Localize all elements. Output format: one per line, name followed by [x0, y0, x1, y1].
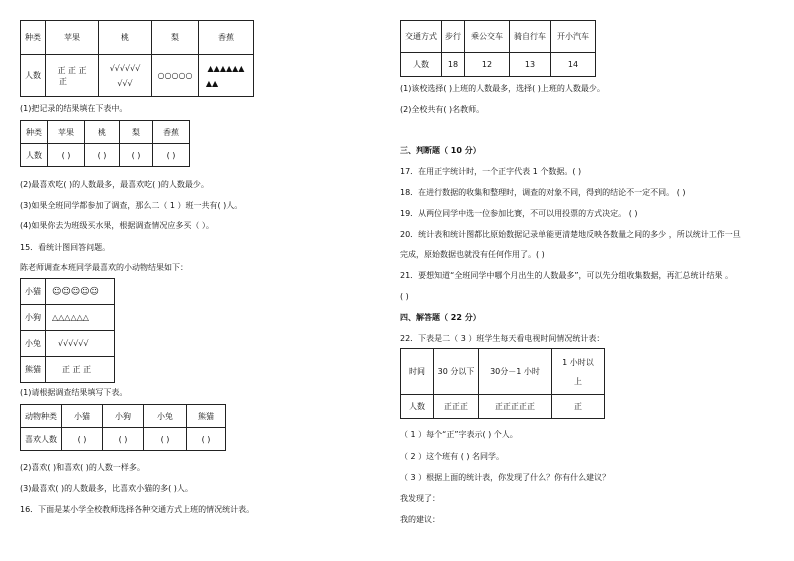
table-cell: 18 — [442, 53, 465, 77]
table-header-cell: 种类 — [21, 21, 46, 55]
row-label: 人数 — [401, 53, 442, 77]
banana-marks-line: ▲▲▲▲▲▲ — [207, 63, 245, 73]
table-cell: 14 — [551, 53, 596, 77]
apple-tally-line: 正 — [59, 76, 67, 86]
q15-part3: (3)最喜欢( )的人数最多，比喜欢小猫的多( )人。 — [20, 484, 193, 493]
q17: 17．在用正字统计时，一个正字代表 1 个数据。( ) — [400, 167, 582, 176]
table-header-cell: 步行 — [442, 21, 465, 53]
table-header-cell: 骑自行车 — [510, 21, 551, 53]
table-header-cell: 小狗 — [103, 405, 144, 428]
q14-part4: (4)如果你去为班级买水果，根据调查情况应多买（ ）。 — [20, 221, 214, 230]
table-cell: 正正正正正 — [479, 395, 552, 419]
table-cell: 正正正 — [434, 395, 479, 419]
animal-record-table — [20, 278, 115, 383]
table-header-cell: 香蕉 — [153, 121, 190, 144]
q16-part1: (1)该校选择( )上班的人数最多，选择( )上班的人数最少。 — [400, 84, 605, 93]
pear-marks-cell: ○○○○○ — [152, 55, 199, 97]
apple-tally-cell — [46, 55, 99, 97]
q21-line2: ( ) — [400, 292, 409, 301]
q22-part3: （ 3 ）根据上面的统计表，你发现了什么？你有什么建议？ — [400, 473, 611, 482]
table-cell: 12 — [465, 53, 510, 77]
header-line: 1 小时以 — [562, 357, 594, 367]
animal-name: 小狗 — [21, 305, 46, 331]
fruit-record-table — [20, 20, 254, 97]
peach-marks-cell — [99, 55, 152, 97]
banana-marks-cell — [199, 55, 254, 97]
animal-marks: √√√√√√ — [46, 331, 115, 357]
table-header-cell: 梨 — [152, 21, 199, 55]
animal-fill-table — [20, 404, 226, 451]
answer-blank[interactable]: ( ) — [187, 428, 226, 451]
animal-marks: ☺☺☺☺☺ — [46, 279, 115, 305]
animal-name: 小猫 — [21, 279, 46, 305]
animal-marks: △△△△△△ — [46, 305, 115, 331]
q22-part1: （ 1 ）每个“正”字表示( ) 个人。 — [400, 430, 518, 439]
table-header-cell: 乘公交车 — [465, 21, 510, 53]
transport-table — [400, 20, 596, 77]
answer-blank[interactable]: ( ) — [85, 144, 120, 167]
answer-blank[interactable]: ( ) — [62, 428, 103, 451]
q15-part2: (2)喜欢( )和喜欢( )的人数一样多。 — [20, 463, 145, 472]
q15-title: 15．看统计图回答问题。 — [20, 243, 111, 252]
table-header-cell — [552, 349, 605, 395]
table-header-cell: 时间 — [401, 349, 434, 395]
header-line: 上 — [574, 376, 582, 386]
table-header-cell: 30分－1 小时 — [479, 349, 552, 395]
q15-part1: (1)请根据调查结果填写下表。 — [20, 388, 128, 397]
table-header-cell: 熊猫 — [187, 405, 226, 428]
table-header-cell: 梨 — [120, 121, 153, 144]
table-cell: 13 — [510, 53, 551, 77]
animal-name: 熊猫 — [21, 357, 46, 383]
q21-line1: 21．要想知道“全班同学中哪个月出生的人数最多”，可以先分组收集数据，再汇总统计结果 。 — [400, 271, 734, 280]
fruit-fill-table — [20, 120, 190, 167]
answer-blank[interactable]: ( ) — [48, 144, 85, 167]
table-header-cell: 苹果 — [46, 21, 99, 55]
peach-marks-line: √√√ — [117, 78, 133, 88]
table-header-cell: 动物种类 — [21, 405, 62, 428]
banana-marks-line: ▲▲ — [205, 78, 219, 88]
q22: 22．下表是二（ 3 ）班学生每天看电视时间情况统计表： — [400, 334, 605, 343]
q15-intro: 陈老师调查本班同学最喜欢的小动物结果如下： — [20, 263, 188, 272]
q18: 18．在进行数据的收集和整理时，调查的对象不同，得到的结论不一定不同。 ( ) — [400, 188, 686, 197]
table-header-cell: 开小汽车 — [551, 21, 596, 53]
table-header-cell: 桃 — [85, 121, 120, 144]
peach-marks-line: √√√√√√ — [109, 63, 141, 73]
table-cell: 正 — [552, 395, 605, 419]
row-label: 人数 — [21, 144, 48, 167]
q14-part3: (3)如果全班同学都参加了调查，那么二（ 1 ）班一共有( )人。 — [20, 201, 243, 210]
tv-time-table — [400, 348, 605, 419]
q14-part2: (2)最喜欢吃( )的人数最多，最喜欢吃( )的人数最少。 — [20, 180, 209, 189]
q16-part2: (2)全校共有( )名教师。 — [400, 105, 485, 114]
table-header-cell: 交通方式 — [401, 21, 442, 53]
apple-tally-line: 正 正 正 — [57, 65, 87, 75]
animal-marks: 正 正 正 — [46, 357, 115, 383]
q19: 19．从两位同学中选一位参加比赛，不可以用投票的方式决定。 ( ) — [400, 209, 638, 218]
answer-blank[interactable]: ( ) — [120, 144, 153, 167]
row-label: 人数 — [21, 55, 46, 97]
table-header-cell: 小兔 — [144, 405, 187, 428]
q20-line1: 20．统计表和统计图都比原始数据记录单能更清楚地反映各数量之间的多少 ，所以统计工作一旦 — [400, 230, 741, 239]
q14-part1: (1)把记录的结果填在下表中。 — [20, 104, 128, 113]
animal-name: 小兔 — [21, 331, 46, 357]
found-label: 我发现了： — [400, 494, 440, 503]
section4-title: 四、解答题（ 22 分） — [400, 313, 481, 322]
q22-part2: （ 2 ）这个班有 ( ) 名同学。 — [400, 452, 505, 461]
table-header-cell: 桃 — [99, 21, 152, 55]
q20-line2: 完成，原始数据也就没有任何作用了。( ) — [400, 250, 545, 259]
row-label: 喜欢人数 — [21, 428, 62, 451]
table-header-cell: 种类 — [21, 121, 48, 144]
q16-title: 16．下面是某小学全校教师选择各种交通方式上班的情况统计表。 — [20, 505, 255, 514]
section3-title: 三、判断题（ 10 分） — [400, 146, 481, 155]
row-label: 人数 — [401, 395, 434, 419]
answer-blank[interactable]: ( ) — [103, 428, 144, 451]
advice-label: 我的建议： — [400, 515, 440, 524]
answer-blank[interactable]: ( ) — [153, 144, 190, 167]
table-header-cell: 小猫 — [62, 405, 103, 428]
answer-blank[interactable]: ( ) — [144, 428, 187, 451]
table-header-cell: 香蕉 — [199, 21, 254, 55]
table-header-cell: 苹果 — [48, 121, 85, 144]
table-header-cell: 30 分以下 — [434, 349, 479, 395]
